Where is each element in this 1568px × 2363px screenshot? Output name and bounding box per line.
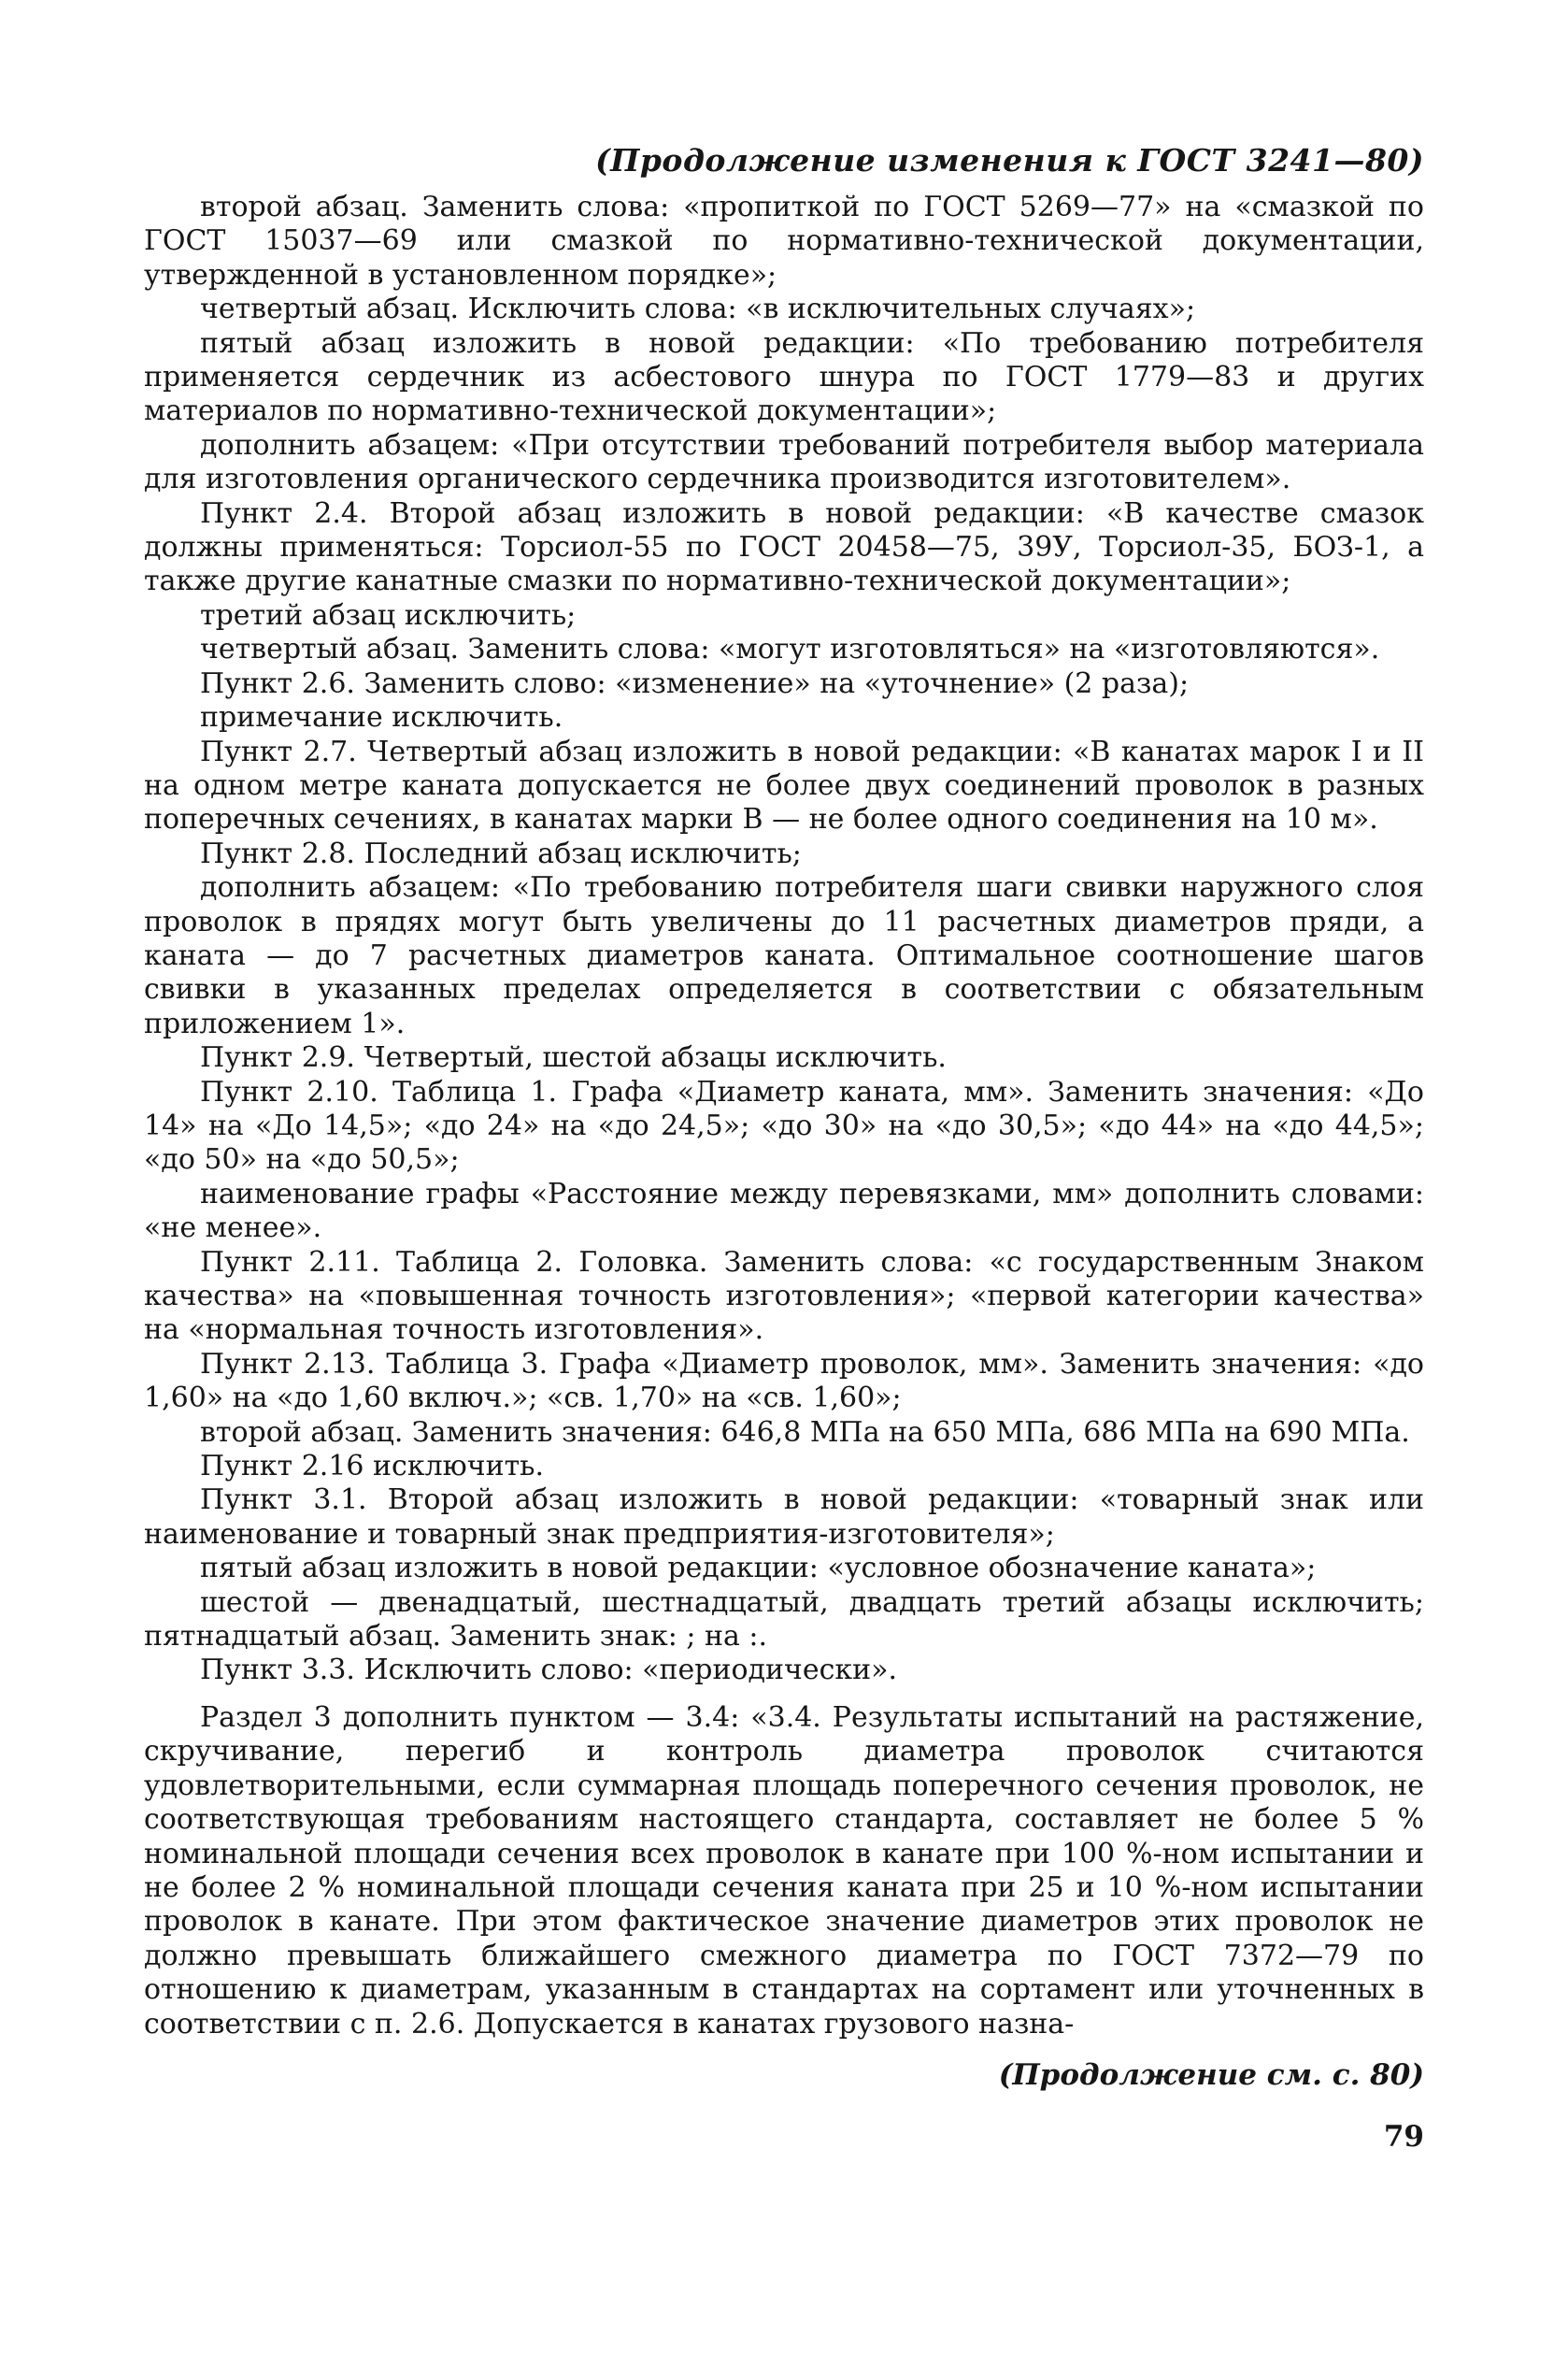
paragraph: второй абзац. Заменить слова: «пропиткой по ГОСТ 5269—77» на «смазкой по ГОСТ 15037—69 или смазкой по нормативно-технической документации, утвержденной в установленном порядке»; bbox=[144, 191, 1424, 292]
paragraph: дополнить абзацем: «При отсутствии требований потребителя выбор материала для изготовления органического сердечника производится изготовителем». bbox=[144, 428, 1424, 496]
continuation-note: (Продолжение см. с. 80) bbox=[998, 2057, 1424, 2092]
paragraph: Пункт 2.16 исключить. bbox=[200, 1450, 545, 1483]
paragraph: пятый абзац изложить в новой редакции: «условное обозначение каната»; bbox=[200, 1552, 1317, 1585]
paragraph: шестой — двенадцатый, шестнадцатый, двадцать третий абзацы исключить; пятнадцатый абзац. Заменить знак: ; на :. bbox=[144, 1585, 1424, 1654]
paragraph: Пункт 2.13. Таблица 3. Графа «Диаметр проволок, мм». Заменить значения: «до 1,60» на «до 1,60 включ.»; «св. 1,70» на «св. 1,60»; bbox=[144, 1347, 1424, 1415]
paragraph: четвертый абзац. Исключить слова: «в исключительных случаях»; bbox=[200, 293, 1196, 326]
paragraph: примечание исключить. bbox=[200, 701, 563, 735]
document-page bbox=[144, 140, 1424, 2318]
paragraph: дополнить абзацем: «По требованию потребителя шаги свивки наружного слоя проволок в прядях могут быть увеличены до 11 расчетных диаметров пряди, а каната — до 7 расчетных диаметров каната. Оптимальное соотношение шагов свивки в указанных пределах определяется в соответствии с обязательным приложением 1». bbox=[144, 871, 1424, 1040]
paragraph: Пункт 3.3. Исключить слово: «периодически». bbox=[200, 1654, 898, 1687]
paragraph: Пункт 3.1. Второй абзац изложить в новой редакции: «товарный знак или наименование и товарный знак предприятия-изготовителя»; bbox=[144, 1483, 1424, 1551]
paragraph: Пункт 2.8. Последний абзац исключить; bbox=[200, 837, 802, 870]
paragraph: Пункт 2.11. Таблица 2. Головка. Заменить слова: «с государственным Знаком качества» на «повышенная точность изготовления»; «первой категории качества» на «нормальная точность изготовления». bbox=[144, 1245, 1424, 1347]
document-body bbox=[144, 191, 1424, 2041]
paragraph: Пункт 2.10. Таблица 1. Графа «Диаметр каната, мм». Заменить значения: «До 14» на «До 14,5»; «до 24» на «до 24,5»; «до 30» на «до 30,5»; «до 44» на «до 44,5»; «до 50» на «до 50,5»; bbox=[144, 1075, 1424, 1177]
paragraph: Пункт 2.4. Второй абзац изложить в новой редакции: «В качестве смазок должны применяться: Торсиол-55 по ГОСТ 20458—75, 39У, Торсиол-35, БОЗ-1, а также другие канатные смазки по нормативно-технической документации»; bbox=[144, 496, 1424, 598]
page-number: 79 bbox=[1383, 2119, 1424, 2154]
paragraph: четвертый абзац. Заменить слова: «могут изготовляться» на «изготовляются». bbox=[200, 633, 1380, 666]
paragraph: Пункт 2.9. Четвертый, шестой абзацы исключить. bbox=[200, 1041, 947, 1075]
paragraph: Пункт 2.6. Заменить слово: «изменение» на «уточнение» (2 раза); bbox=[200, 666, 1190, 700]
page-header: (Продолжение изменения к ГОСТ 3241—80) bbox=[595, 142, 1424, 179]
paragraph: второй абзац. Заменить значения: 646,8 МПа на 650 МПа, 686 МПа на 690 МПа. bbox=[200, 1415, 1410, 1449]
paragraph: Пункт 2.7. Четвертый абзац изложить в новой редакции: «В канатах марок I и II на одном метре каната допускается не более двух соединений проволок в разных поперечных сечениях, в канатах марки В — не более одного соединения на 10 м». bbox=[144, 735, 1424, 837]
paragraph: пятый абзац изложить в новой редакции: «По требованию потребителя применяется сердечник из асбестового шнура по ГОСТ 1779—83 и других материалов по нормативно-технической документации»; bbox=[144, 326, 1424, 428]
paragraph: третий абзац исключить; bbox=[200, 598, 577, 632]
paragraph: Раздел 3 дополнить пунктом — 3.4: «3.4. Результаты испытаний на растяжение, скручивание, перегиб и контроль диаметра проволок считаются удовлетворительными, если суммарная площадь поперечного сечения проволок, не соответствующая требованиям настоящего стандарта, составляет не более 5 % номинальной площади сечения всех проволок в канате при 100 %-ном испытании и не более 2 % номинальной площади сечения каната при 25 и 10 %-ном испытании проволок в канате. При этом фактическое значение диаметров этих проволок не должно превышать ближайшего смежного диаметра по ГОСТ 7372—79 по отношению к диаметрам, указанным в стандартах на сортамент или уточненных в соответствии с п. 2.6. Допускается в канатах грузового назна- bbox=[144, 1700, 1424, 2041]
paragraph: наименование графы «Расстояние между перевязками, мм» дополнить словами: «не менее». bbox=[144, 1177, 1424, 1245]
